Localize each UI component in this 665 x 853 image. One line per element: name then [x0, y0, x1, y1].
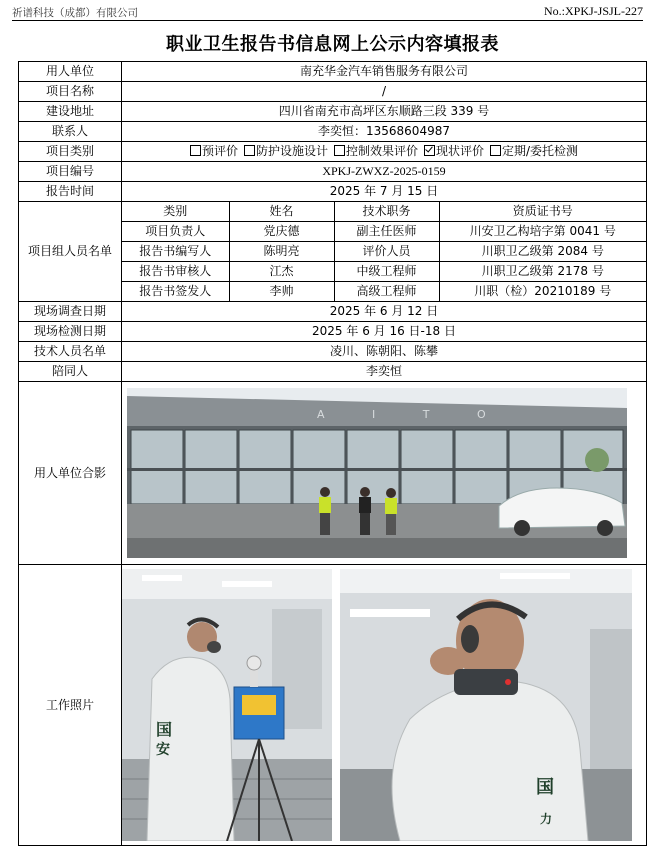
row-category	[19, 142, 647, 162]
label-contact: 联系人	[19, 122, 122, 142]
member-category: 报告书编写人	[122, 242, 229, 262]
row-address	[19, 102, 647, 122]
checkbox-icon[interactable]	[244, 145, 255, 156]
member-cert: 川职卫乙级第 2178 号	[439, 262, 646, 282]
checkbox-icon[interactable]	[190, 145, 201, 156]
checkbox-icon[interactable]	[334, 145, 345, 156]
value-category	[122, 142, 647, 162]
svg-text:A I T O: A I T O	[317, 408, 508, 421]
member-title: 高级工程师	[334, 282, 439, 302]
member-category: 报告书签发人	[122, 282, 229, 302]
team-header-title: 技术职务	[334, 202, 439, 222]
label-survey-date: 现场调查日期	[19, 302, 122, 322]
member-cert: 川职卫乙级第 2084 号	[439, 242, 646, 262]
label-address: 建设地址	[19, 102, 122, 122]
page-header	[12, 4, 643, 21]
svg-text:力: 力	[540, 812, 553, 826]
label-team: 项目组人员名单	[19, 202, 122, 302]
team-cell	[122, 202, 647, 302]
option-pre-evaluation[interactable]: 预评价	[190, 144, 238, 158]
option-control-effect[interactable]: 控制效果评价	[334, 144, 418, 158]
member-name: 李帅	[229, 282, 334, 302]
row-employer	[19, 62, 647, 82]
label-work-photo: 工作照片	[19, 565, 122, 846]
value-project-name: /	[122, 82, 647, 102]
label-report-time: 报告时间	[19, 182, 122, 202]
work-photo-left-image	[122, 569, 332, 841]
member-name: 江杰	[229, 262, 334, 282]
svg-text:国: 国	[156, 720, 173, 739]
team-header-cert: 资质证书号	[439, 202, 646, 222]
table-row	[122, 282, 646, 302]
team-header-row	[122, 202, 646, 222]
member-cert: 川安卫乙构培字第 0041 号	[439, 222, 646, 242]
work-photo-left	[122, 569, 332, 841]
team-header-name: 姓名	[229, 202, 334, 222]
value-report-time: 2025 年 7 月 15 日	[122, 182, 647, 202]
value-contact: 李奕恒：13568604987	[122, 122, 647, 142]
svg-text:安: 安	[156, 742, 170, 758]
value-employer: 南充华金汽车销售服务有限公司	[122, 62, 647, 82]
row-project-no	[19, 162, 647, 182]
work-photo-right-image	[340, 569, 632, 841]
group-photo-cell	[122, 382, 647, 565]
row-tech-staff	[19, 342, 647, 362]
table-row	[122, 242, 646, 262]
document-number: No.:XPKJ-JSJL-227	[543, 4, 643, 18]
table-row	[122, 262, 646, 282]
label-employer: 用人单位	[19, 62, 122, 82]
member-cert: 川职（检）20210189 号	[439, 282, 646, 302]
table-row	[122, 222, 646, 242]
work-photo-right	[340, 569, 632, 841]
value-tech-staff: 凌川、陈朝阳、陈攀	[122, 342, 647, 362]
svg-text:国: 国	[536, 777, 554, 798]
member-category: 报告书审核人	[122, 262, 229, 282]
row-group-photo	[19, 382, 647, 565]
work-photo-cell	[122, 565, 647, 846]
row-report-time	[19, 182, 647, 202]
label-group-photo: 用人单位合影	[19, 382, 122, 565]
value-escort: 李奕恒	[122, 362, 647, 382]
member-name: 陈明亮	[229, 242, 334, 262]
group-photo	[127, 388, 627, 558]
checkbox-icon[interactable]	[490, 145, 501, 156]
team-header-category: 类别	[122, 202, 229, 222]
label-category: 项目类别	[19, 142, 122, 162]
member-name: 党庆德	[229, 222, 334, 242]
label-project-no: 项目编号	[19, 162, 122, 182]
member-title: 评价人员	[334, 242, 439, 262]
row-survey-date	[19, 302, 647, 322]
value-project-no: XPKJ-ZWXZ-2025-0159	[122, 162, 647, 182]
group-photo-image	[127, 388, 627, 558]
row-work-photo	[19, 565, 647, 846]
label-test-date: 现场检测日期	[19, 322, 122, 342]
option-status-evaluation[interactable]: 现状评价	[424, 144, 484, 158]
label-escort: 陪同人	[19, 362, 122, 382]
team-table	[122, 202, 646, 301]
value-survey-date: 2025 年 6 月 12 日	[122, 302, 647, 322]
form-table	[18, 61, 647, 846]
member-title: 副主任医师	[334, 222, 439, 242]
form-table-wrapper	[18, 61, 647, 846]
checkbox-checked-icon[interactable]	[424, 145, 435, 156]
row-team	[19, 202, 647, 302]
company-name: 祈谱科技（成都）有限公司	[12, 7, 138, 19]
member-category: 项目负责人	[122, 222, 229, 242]
row-test-date	[19, 322, 647, 342]
row-contact	[19, 122, 647, 142]
value-address: 四川省南充市高坪区东顺路三段 339 号	[122, 102, 647, 122]
value-test-date: 2025 年 6 月 16 日-18 日	[122, 322, 647, 342]
member-title: 中级工程师	[334, 262, 439, 282]
label-project-name: 项目名称	[19, 82, 122, 102]
option-periodic-detection[interactable]: 定期/委托检测	[490, 144, 578, 158]
label-tech-staff: 技术人员名单	[19, 342, 122, 362]
form-title: 职业卫生报告书信息网上公示内容填报表	[166, 34, 499, 55]
row-escort	[19, 362, 647, 382]
row-project-name	[19, 82, 647, 102]
option-protection-design[interactable]: 防护设施设计	[244, 144, 328, 158]
